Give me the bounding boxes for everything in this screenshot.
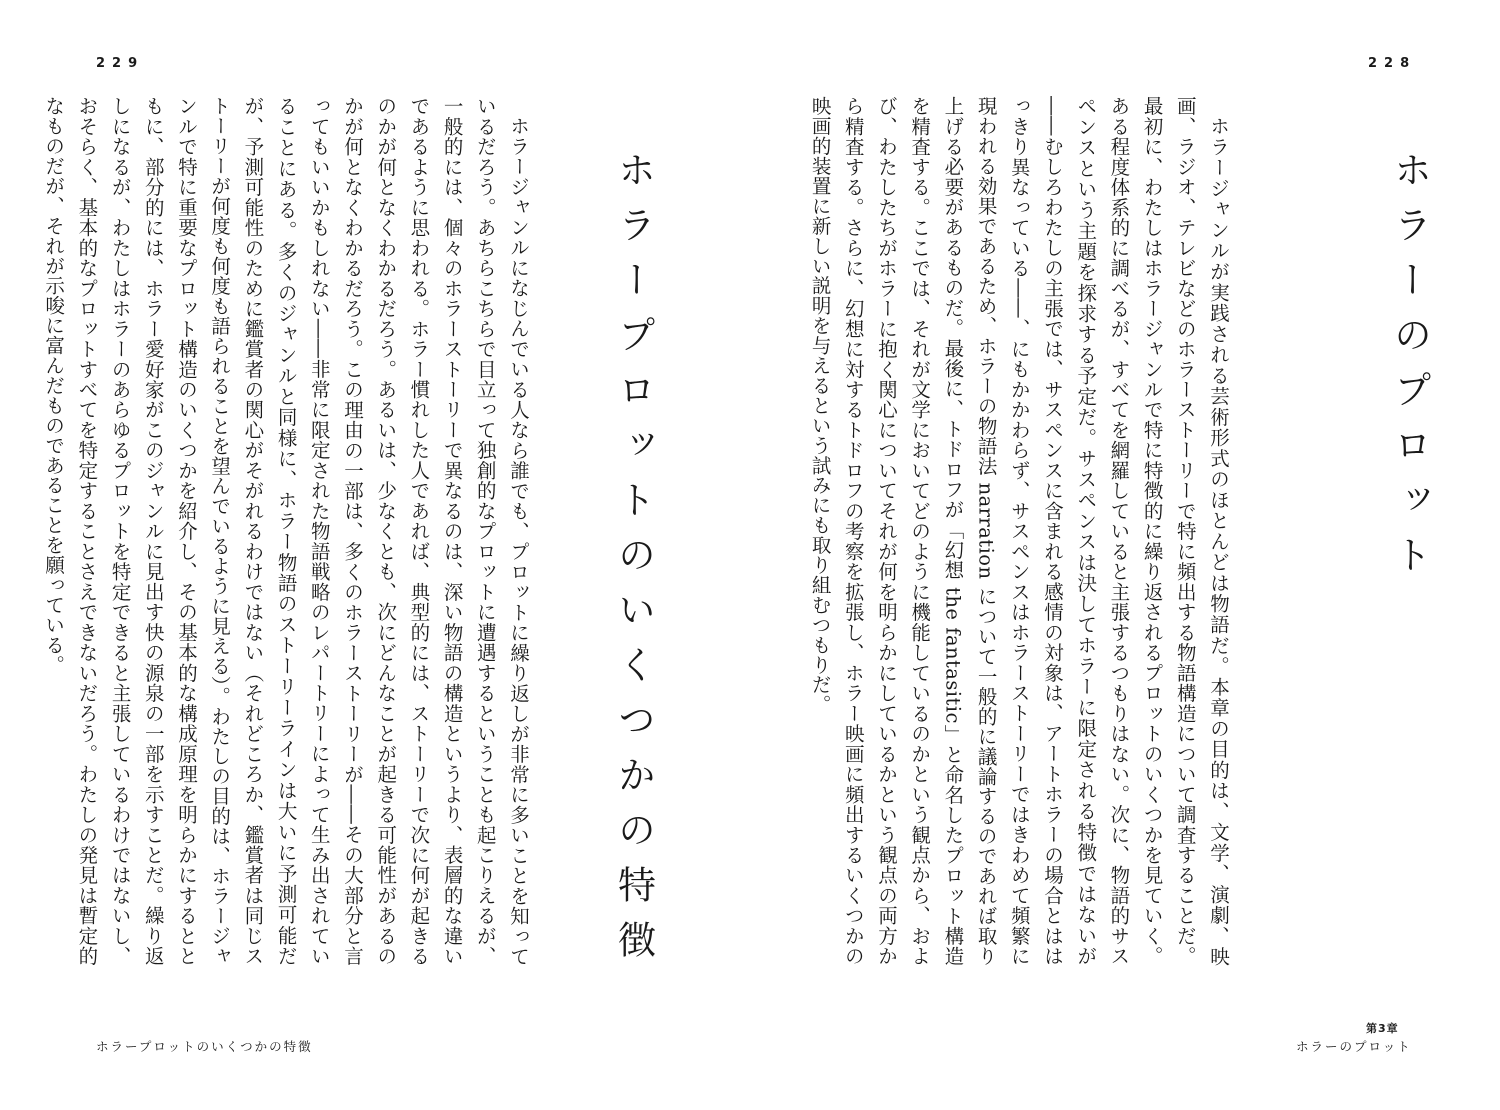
page-number-right: 228 [1368,56,1417,71]
running-footer-chapter: 第3章 [1366,1022,1399,1035]
running-footer-right: ホラーのプロット [1296,1039,1412,1054]
section-heading: ホラープロットのいくつかの特徴 [611,150,656,975]
left-page-body [42,96,535,966]
right-paragraph: ホラージャンルが実践される芸術形式のほとんどは物語だ。本章の目的は、文学、演劇、映画、ラジオ、テレビなどのホラーストーリーで特に頻出する物語構造について調査することだ。最初に、わたしはホラージャンルで特に特徴的に繰り返されるプロットのいくつかを見ていく。ある程度体系的に調べるが、すべてを網羅していると主張するつもりはない。次に、物語的サスペンスという主題を探求する予定だ。サスペンスは決してホラーに限定される特徴ではないが――むしろわたしの主張では、サスペンスに含まれる感情の対象は、アートホラーの場合とははっきり異なっている――、にもかかわらず、サスペンスはホラーストーリーではきわめて頻繁に現われる効果であるため、ホラーの物語法 narration について一般的に議論するのであれば取り上げる必要があるものだ。最後に、トドロフが「幻想 the fantasitic」と命名したプロット構造を精査する。ここでは、それが文学においてどのように機能しているのかという観点から、および、わたしたちがホラーに抱く関心についてそれが何を明らかにしているかという観点の両方から精査する。さらに、幻想に対するトドロフの考察を拡張し、ホラー映画に頻出するいくつかの映画的装置に新しい説明を与えるという試みにも取り組むつもりだ。 [808,96,1230,966]
chapter-heading: ホラーのプロット [1387,150,1432,590]
page-number-left: 229 [96,56,145,71]
left-paragraph: ホラージャンルになじんでいる人なら誰でも、プロットに繰り返しが非常に多いことを知っているだろう。あちらこちらで目立って独創的なプロットに遭遇するということも起こりえるが、一般的には、個々のホラーストーリーで異なるのは、深い物語の構造というより、表層的な違いであるように思われる。ホラー慣れした人であれば、典型的には、ストーリーで次に何が起きるのかが何となくわかるだろう。あるいは、少なくとも、次にどんなことが起きる可能性があるのかが何となくわかるだろう。この理由の一部は、多くのホラーストーリーが――その大部分と言ってもいいかもしれない――非常に限定された物語戦略のレパートリーによって生み出されていることにある。多くのジャンルと同様に、ホラー物語のストーリーラインは大いに予測可能だが、予測可能性のために鑑賞者の関心がそがれるわけではない（それどころか、鑑賞者は同じストーリーが何度も何度も語られることを望んでいるように見える）。わたしの目的は、ホラージャンルで特に重要なプロット構造のいくつかを紹介し、その基本的な構成原理を明らかにするとともに、部分的には、ホラー愛好家がこのジャンルに見出す快の源泉の一部を示すことだ。繰り返しになるが、わたしはホラーのあらゆるプロットを特定できると主張しているわけではないし、おそらく、基本的なプロットすべてを特定することさえできないだろう。わたしの発見は暫定的なものだが、それが示唆に富んだものであることを願っている。 [42,96,530,966]
running-footer-left: ホラープロットのいくつかの特徴 [96,1039,313,1054]
right-page-body [808,96,1235,966]
